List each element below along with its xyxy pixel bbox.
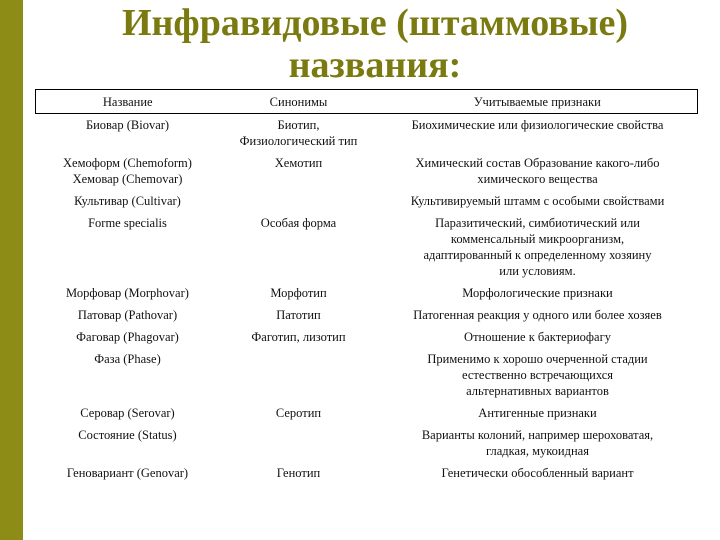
cell-features-line: Культивируемый штамм с особыми свойствами: [410, 194, 665, 208]
table-body: [36, 114, 698, 485]
cell-name-line: Патовар (Pathovar): [77, 308, 178, 322]
cell-features: [378, 190, 698, 212]
cell-synonyms: [220, 282, 378, 304]
cell-name-line: Фаза (Phase): [94, 352, 161, 366]
cell-name-line: Биовар (Biovar): [85, 118, 170, 132]
cell-name-line: Фаговар (Phagovar): [76, 330, 179, 344]
cell-features: [378, 402, 698, 424]
cell-synonyms-line: Морфотип: [270, 286, 327, 300]
table-row: [36, 114, 698, 153]
table-row: [36, 424, 698, 462]
cell-name: [36, 304, 220, 326]
cell-name-line: Forme specialis: [88, 216, 167, 230]
cell-name: [36, 190, 220, 212]
cell-name-line: Геновариант (Genovar): [66, 466, 189, 480]
cell-name: [36, 114, 220, 153]
cell-name: [36, 152, 220, 190]
cell-synonyms: [220, 326, 378, 348]
cell-synonyms: [220, 114, 378, 153]
title-line-2: названия:: [288, 44, 462, 86]
header-features: Учитываемые признаки: [378, 90, 698, 114]
table-row: [36, 212, 698, 282]
cell-features-line: Применимо к хорошо очерченной стадии: [427, 352, 648, 366]
cell-synonyms-line: Генотип: [276, 466, 321, 480]
cell-features-line: химического вещества: [477, 172, 598, 186]
cell-name-line: Морфовар (Morphovar): [66, 286, 189, 300]
cell-name-line: Состояние (Status): [78, 428, 177, 442]
cell-name: [36, 348, 220, 402]
cell-features: [378, 212, 698, 282]
cell-synonyms: [220, 190, 378, 212]
cell-name-line: Культивар (Cultivar): [74, 194, 181, 208]
cell-name: [36, 282, 220, 304]
cell-name-line: Хемовар (Chemovar): [72, 172, 183, 186]
cell-synonyms: [220, 424, 378, 462]
cell-synonyms-line: Физиологический тип: [239, 134, 358, 148]
cell-features: [378, 304, 698, 326]
cell-features: [378, 282, 698, 304]
cell-features-line: Генетически обособленный вариант: [441, 466, 634, 480]
table-row: [36, 152, 698, 190]
cell-name-line: Хемоформ (Chemoform): [63, 156, 192, 170]
cell-features-line: естественно встречающихся: [461, 368, 614, 382]
cell-features: [378, 348, 698, 402]
table-row: [36, 282, 698, 304]
cell-features-line: адаптированный к определенному хозяину: [423, 248, 652, 262]
cell-synonyms-line: Биотип,: [277, 118, 320, 132]
table-row: [36, 462, 698, 484]
table-row: [36, 326, 698, 348]
cell-synonyms: [220, 462, 378, 484]
cell-name: [36, 402, 220, 424]
cell-features: [378, 152, 698, 190]
cell-features-line: Патогенная реакция у одного или более хозяев: [413, 308, 662, 322]
strain-names-table: [35, 89, 698, 484]
header-synonyms: Синонимы: [220, 90, 378, 114]
cell-name: [36, 212, 220, 282]
table-header-row: [36, 90, 698, 114]
cell-features-line: гладкая, мукоидная: [486, 444, 589, 458]
side-accent-bar: [0, 0, 23, 540]
cell-features-line: Химический состав Образование какого-либо: [415, 156, 660, 170]
cell-synonyms-line: Патотип: [276, 308, 321, 322]
cell-features-line: Морфологические признаки: [462, 286, 613, 300]
cell-name: [36, 326, 220, 348]
slide-title: [30, 2, 720, 86]
cell-synonyms-line: Серотип: [275, 406, 322, 420]
cell-name-line: Серовар (Serovar): [80, 406, 175, 420]
cell-name: [36, 424, 220, 462]
table-row: [36, 402, 698, 424]
cell-name: [36, 462, 220, 484]
table-row: [36, 304, 698, 326]
title-line-1: Инфравидовые (штаммовые): [121, 2, 629, 44]
cell-synonyms: [220, 212, 378, 282]
cell-features-line: Паразитический, симбиотический или: [435, 216, 640, 230]
header-name: Название: [36, 90, 220, 114]
cell-features-line: комменсальный микроорганизм,: [450, 232, 625, 246]
cell-synonyms-line: Хемотип: [274, 156, 323, 170]
cell-features-line: или условиям.: [499, 264, 576, 278]
cell-features: [378, 424, 698, 462]
table-row: [36, 190, 698, 212]
cell-features-line: Антигенные признаки: [478, 406, 597, 420]
cell-synonyms: [220, 152, 378, 190]
cell-features-line: альтернативных вариантов: [466, 384, 609, 398]
cell-features-line: Биохимические или физиологические свойства: [411, 118, 664, 132]
cell-features: [378, 114, 698, 153]
cell-synonyms-line: Фаготип, лизотип: [251, 330, 346, 344]
cell-synonyms: [220, 304, 378, 326]
table-row: [36, 348, 698, 402]
cell-features: [378, 462, 698, 484]
cell-features-line: Варианты колоний, например шероховатая,: [421, 428, 654, 442]
cell-features: [378, 326, 698, 348]
cell-synonyms: [220, 348, 378, 402]
cell-features-line: Отношение к бактериофагу: [464, 330, 611, 344]
cell-synonyms: [220, 402, 378, 424]
cell-synonyms-line: Особая форма: [260, 216, 337, 230]
